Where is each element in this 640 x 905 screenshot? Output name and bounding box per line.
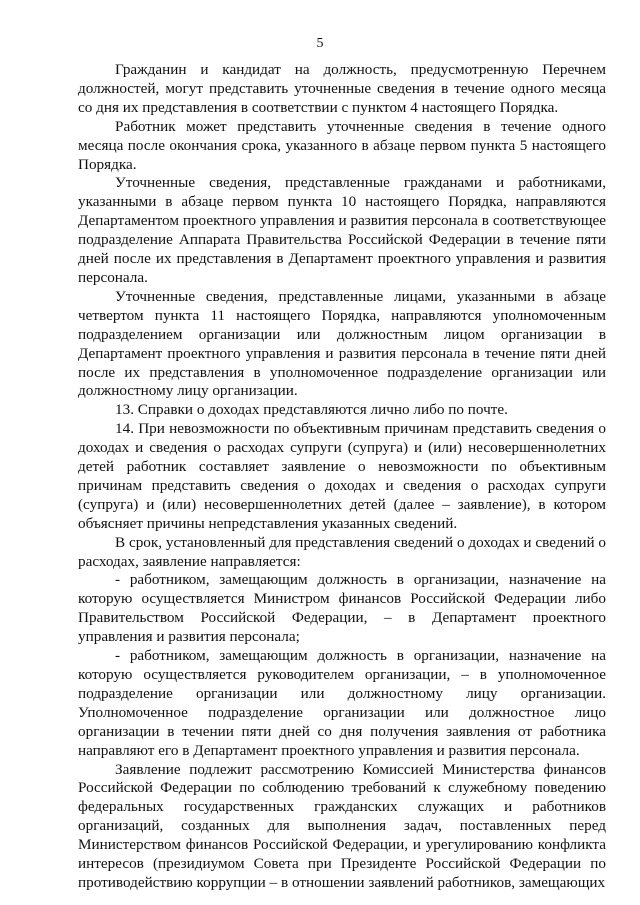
paragraph-6: 14. При невозможности по объективным причинам представить сведения о доходах и сведения о расходах супруги (супруга) и (или) несовершеннолетних детей работник составляет заявление о невозможности по объективным причинам представить сведения о доходах и сведения о расходах супруги (супруга) и (или) несовершеннолетних детей (далее – заявление), в котором объясняет причины непредставления указанных сведений. xyxy=(78,420,606,532)
paragraph-8: - работником, замещающим должность в организации, назначение на которую осуществляется Министром финансов Российской Федерации либо Правительством Российской Федерации, – в Департамент проектного управления и развития персонала; xyxy=(78,571,606,646)
paragraph-9: - работником, замещающим должность в организации, назначение на которую осуществляется руководителем организации, – в уполномоченное подразделение организации или должностному лицу организации. Уполномоченное подразделение организации или должностное лицо организации в течении пяти дней со дня получения заявления от работника направляют его в Департамент проектного управления и развития персонала. xyxy=(78,647,606,759)
paragraph-7: В срок, установленный для представления сведений о доходах и сведений о расходах, заявление направляется: xyxy=(78,533,606,570)
document-body xyxy=(78,61,606,893)
paragraph-5: 13. Справки о доходах представляются лично либо по почте. xyxy=(115,401,508,419)
paragraph-1: Гражданин и кандидат на должность, предусмотренную Перечнем должностей, могут представить уточненные сведения в течение одного месяца со дня их представления в соответствии с пунктом 4 настоящего Порядка. xyxy=(78,61,606,116)
page-number: 5 xyxy=(316,36,324,51)
paragraph-3: Уточненные сведения, представленные гражданами и работниками, указанными в абзаце первом пункта 10 настоящего Порядка, направляются Департаментом проектного управления и развития персонала в соответствующее подразделение Аппарата Правительства Российской Федерации в течение пяти дней после их представления в Департамент проектного управления и развития персонала. xyxy=(78,174,606,286)
paragraph-4: Уточненные сведения, представленные лицами, указанными в абзаце четвертом пункта 11 настоящего Порядка, направляются уполномоченным подразделением организации или должностным лицом организации в Департамент проектного управления и развития персонала в течение пяти дней после их представления в уполномоченное подразделение организации или должностному лицу организации. xyxy=(78,287,606,400)
paragraph-10: Заявление подлежит рассмотрению Комиссией Министерства финансов Российской Федерации по соблюдению требований к служебному поведению федеральных государственных гражданских служащих и работников организаций, созданных для выполнения задач, поставленных перед Министерством финансов Российской Федерации, и урегулированию конфликта интересов (президиумом Совета при Президенте Российской Федерации по противодействию коррупции – в отношении заявлений работников, замещающих xyxy=(78,760,606,891)
paragraph-2: Работник может представить уточненные сведения в течение одного месяца после окончания срока, указанного в абзаце первом пункта 5 настоящего Порядка. xyxy=(78,117,606,173)
